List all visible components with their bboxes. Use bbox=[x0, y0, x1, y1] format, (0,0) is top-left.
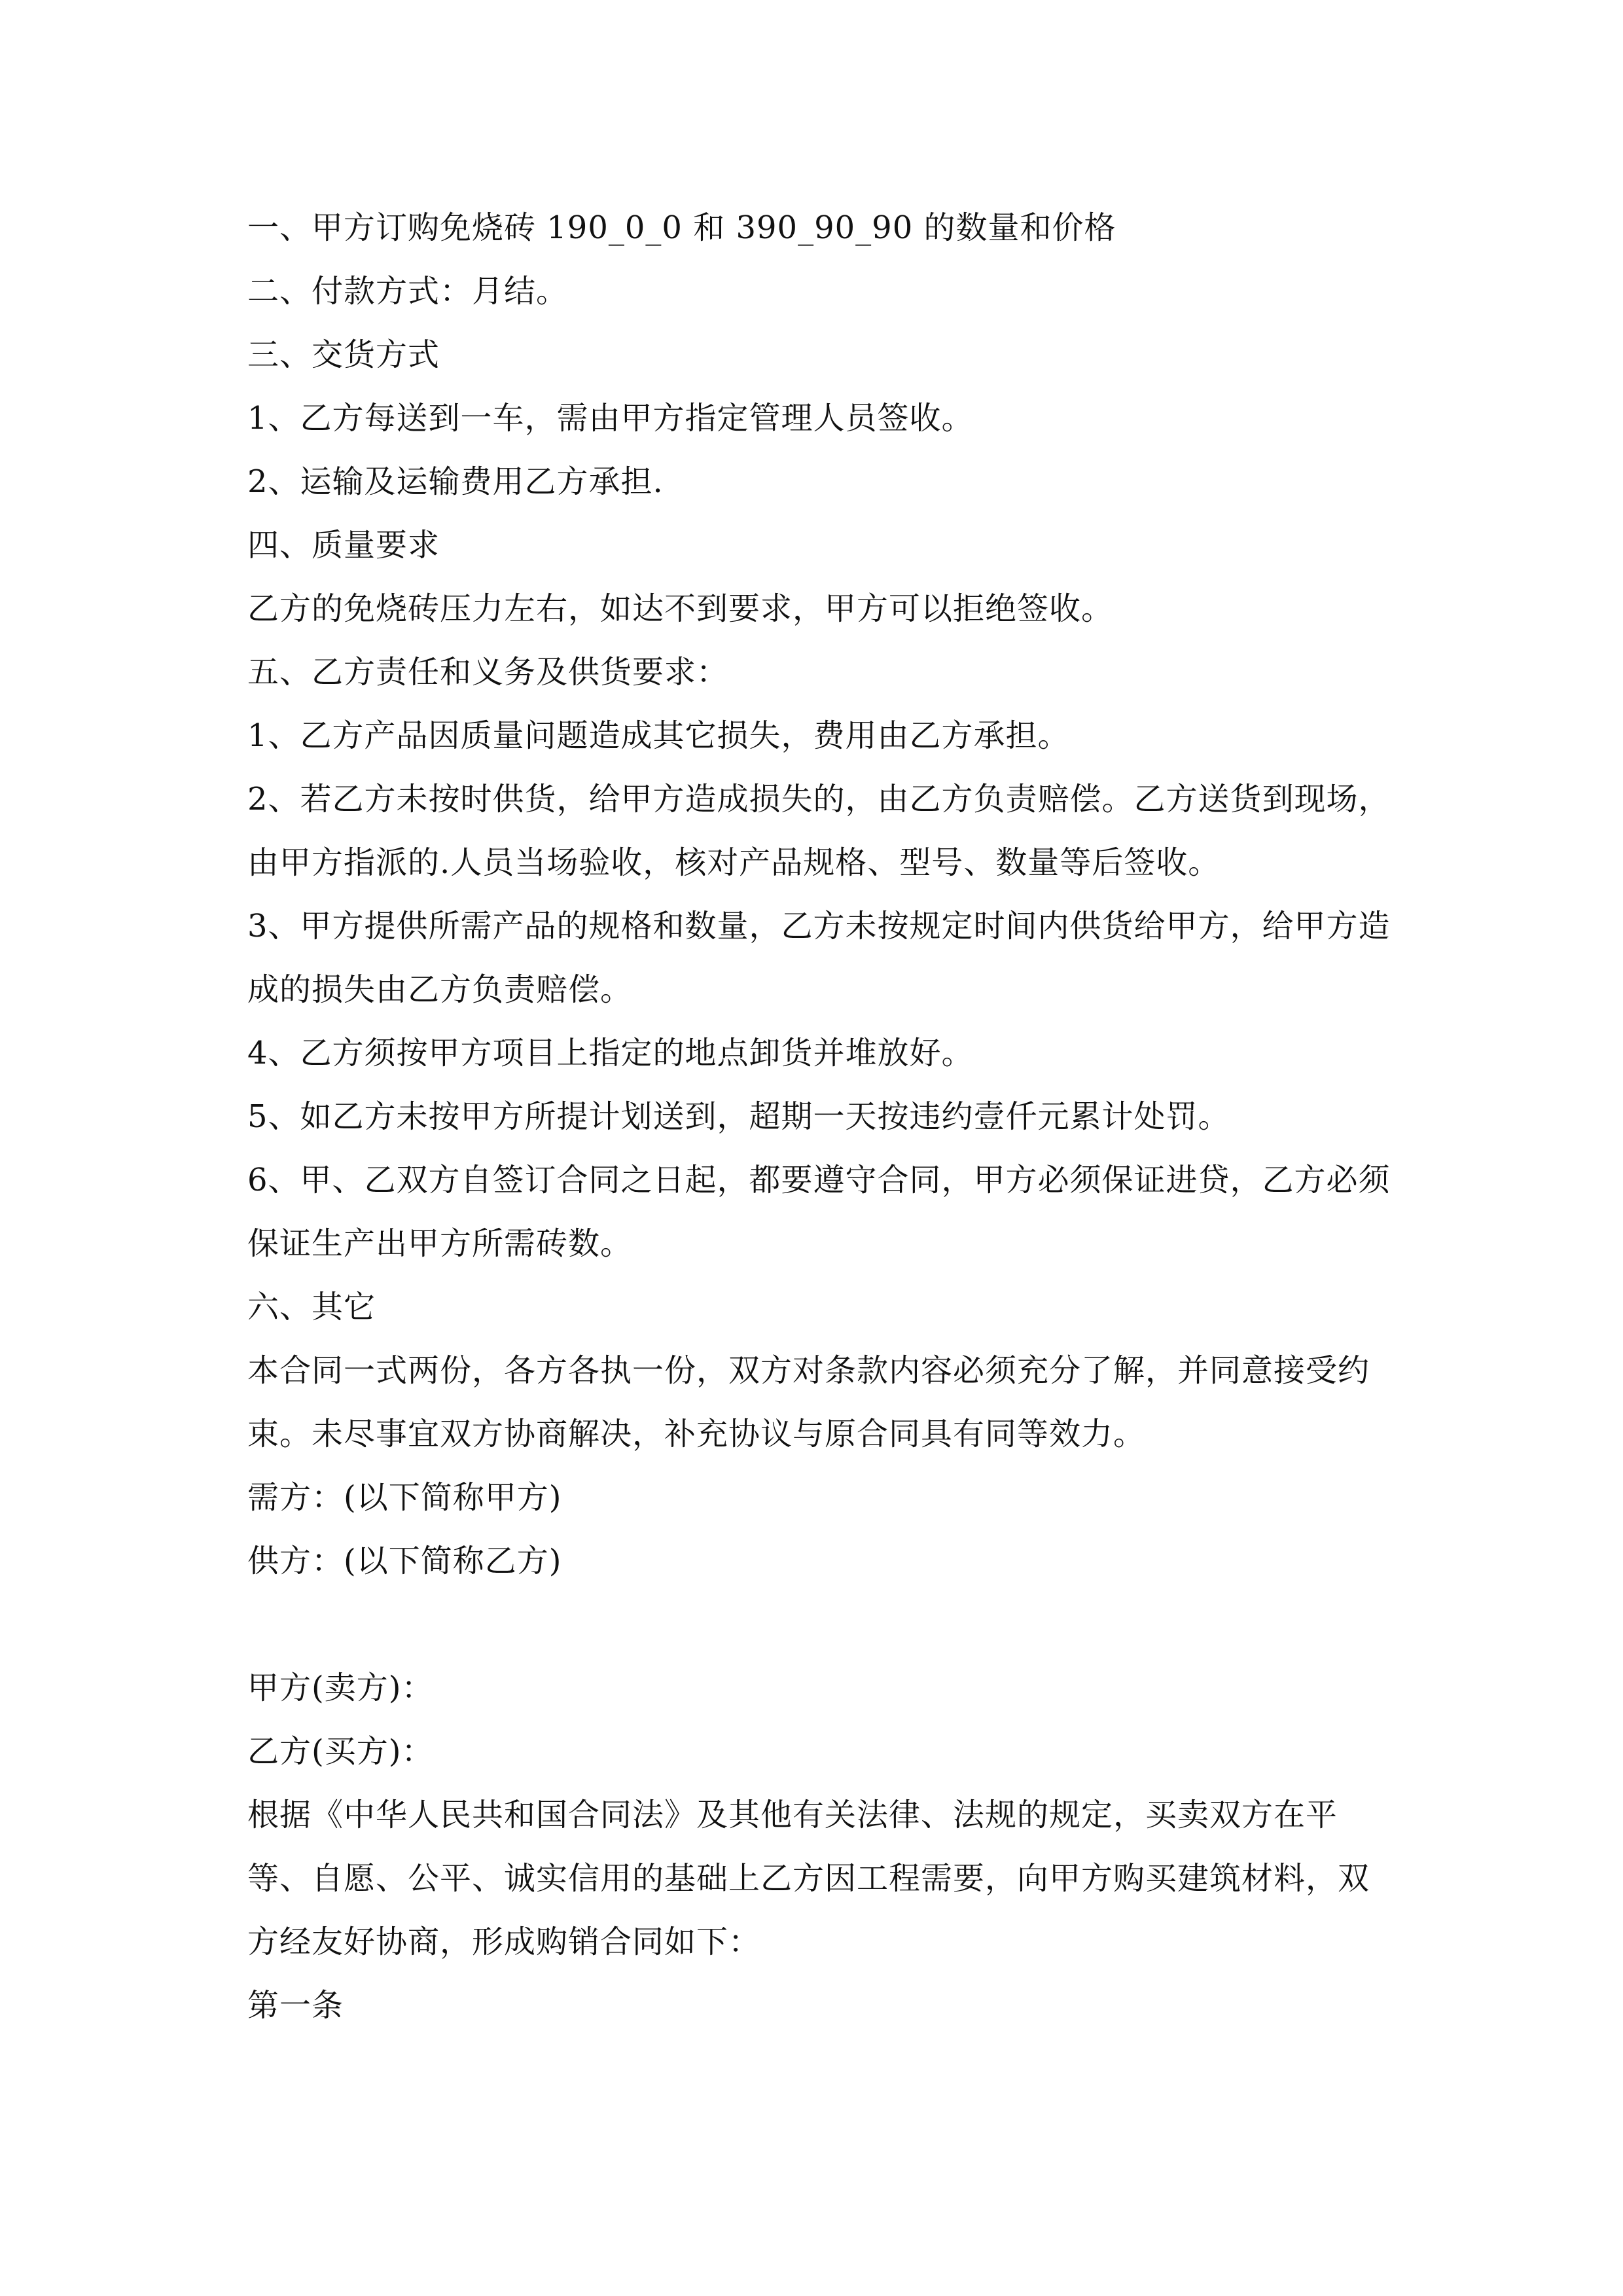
clause-six-other-heading: 六、其它 bbox=[247, 1289, 376, 1325]
party-a-seller-line: 甲方(卖方)： bbox=[247, 1670, 434, 1706]
clause-five-obligations-heading: 五、乙方责任和义务及供货要求： bbox=[247, 654, 729, 691]
clause-two-payment: 二、付款方式：月结。 bbox=[247, 273, 569, 310]
clause-one-order-heading: 一、甲方订购免烧砖 190_0_0 和 390_90_90 的数量和价格 bbox=[247, 209, 1116, 246]
blank-line bbox=[247, 1593, 1399, 1657]
other-terms-text: 本合同一式两份，各方各执一份，双方对条款内容必须充分了解，并同意接受约束。未尽事宜双方协商解决，补充协议与原合同具有同等效力。 bbox=[247, 1352, 1370, 1452]
delivery-item-2: 2、运输及运输费用乙方承担. bbox=[247, 463, 664, 500]
clause-four-quality-heading: 四、质量要求 bbox=[247, 527, 440, 564]
contract-preamble: 根据《中华人民共和国合同法》及其他有关法律、法规的规定，买卖双方在平等、自愿、公平、诚实信用的基础上乙方因工程需要，向甲方购买建筑材料，双方经友好协商，形成购销合同如下： bbox=[247, 1797, 1370, 1960]
obligation-item-5: 5、如乙方未按甲方所提计划送到，超期一天按违约壹仟元累计处罚。 bbox=[247, 1098, 1230, 1135]
clause-three-delivery-heading: 三、交货方式 bbox=[247, 336, 440, 373]
obligation-item-3: 3、甲方提供所需产品的规格和数量，乙方未按规定时间内供货给甲方，给甲方造成的损失由乙方负责赔偿。 bbox=[247, 908, 1391, 1008]
delivery-item-1: 1、乙方每送到一车，需由甲方指定管理人员签收。 bbox=[247, 400, 974, 437]
obligation-item-4: 4、乙方须按甲方项目上指定的地点卸货并堆放好。 bbox=[247, 1035, 974, 1071]
obligation-item-6: 6、甲、乙双方自签订合同之日起，都要遵守合同，甲方必须保证进贷，乙方必须保证生产出甲方所需砖数。 bbox=[247, 1162, 1391, 1262]
document-body bbox=[247, 196, 1399, 2037]
obligation-item-2: 2、若乙方未按时供货，给甲方造成损失的，由乙方负责赔偿。乙方送货到现场，由甲方指派的.人员当场验收，核对产品规格、型号、数量等后签收。 bbox=[247, 781, 1391, 881]
party-b-buyer-line: 乙方(买方)： bbox=[247, 1733, 434, 1770]
article-one-heading: 第一条 bbox=[247, 1987, 344, 2024]
supplier-party-line: 供方：(以下简称乙方) bbox=[247, 1543, 562, 1579]
quality-requirement-text: 乙方的免烧砖压力左右，如达不到要求，甲方可以拒绝签收。 bbox=[247, 590, 1114, 627]
obligation-item-1: 1、乙方产品因质量问题造成其它损失，费用由乙方承担。 bbox=[247, 717, 1070, 754]
buyer-party-line: 需方：(以下简称甲方) bbox=[247, 1479, 562, 1516]
